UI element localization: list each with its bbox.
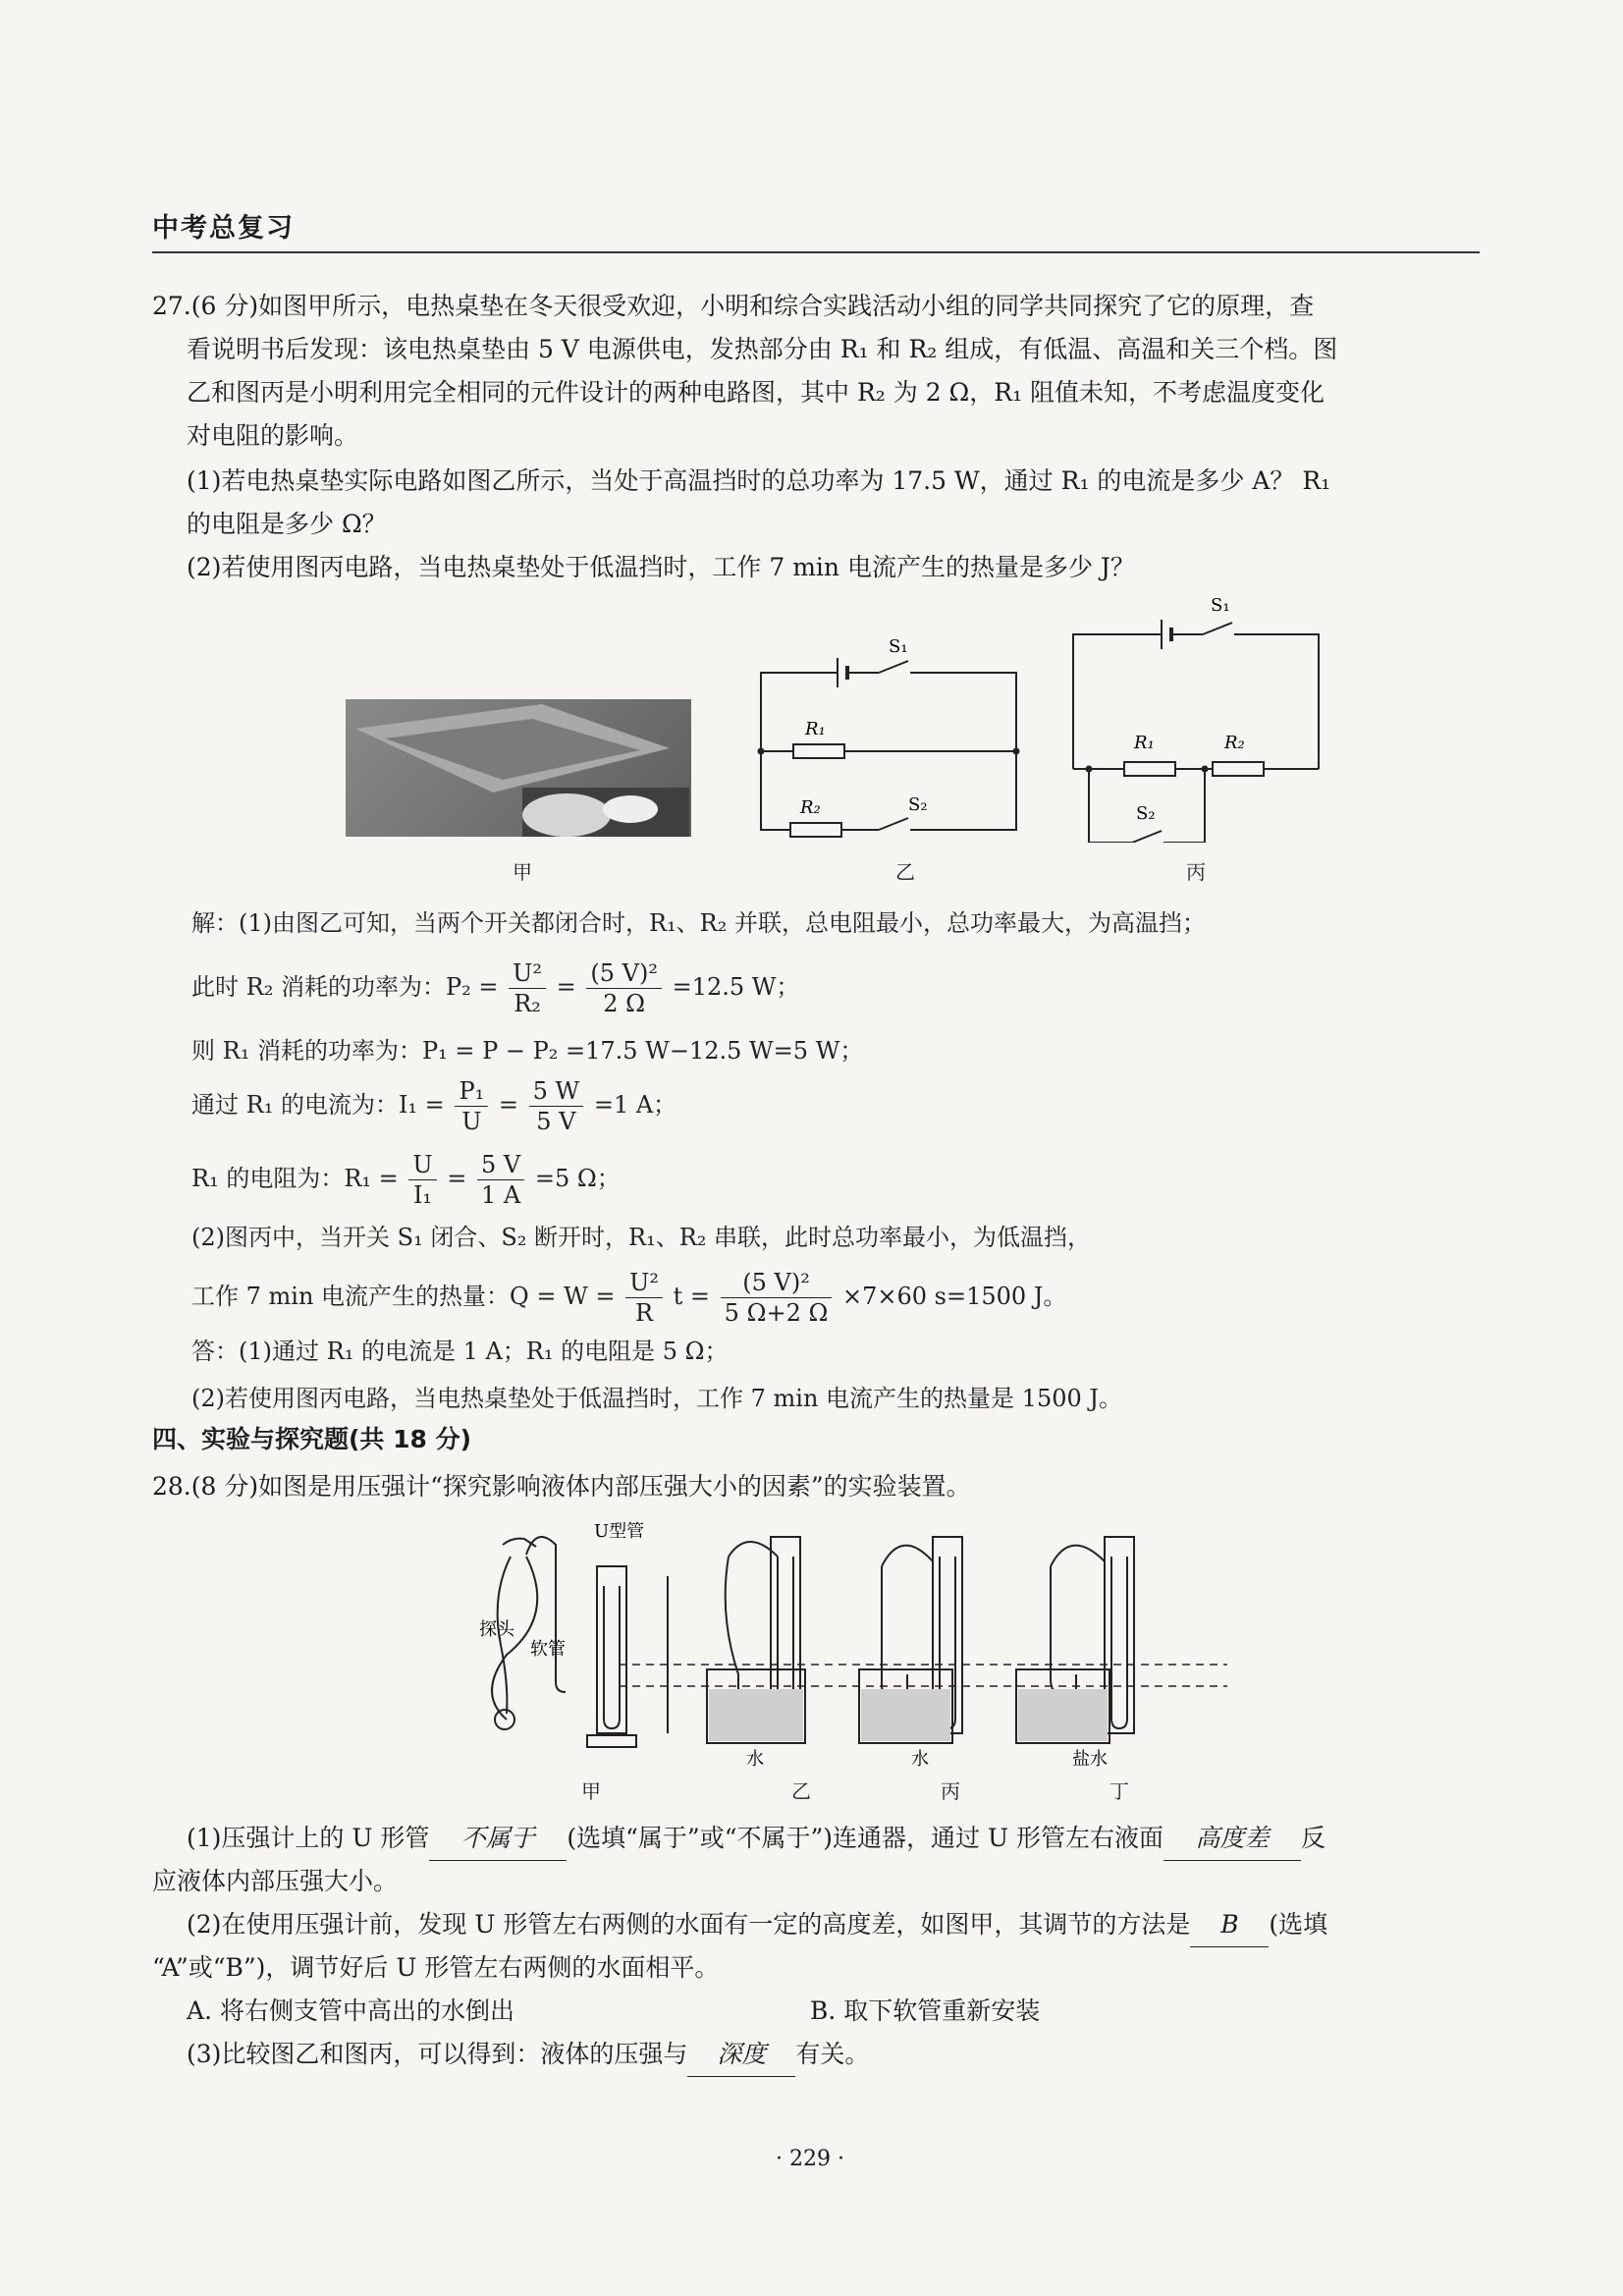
sol5-prefix: R₁ 的电阻为：R₁ = — [191, 1165, 399, 1192]
sol7-f1-num: U² — [625, 1268, 663, 1298]
q28-s1-post: 反 — [1301, 1824, 1326, 1852]
fig-caption-bing: 丙 — [1186, 860, 1206, 884]
solution-line-5 — [191, 1144, 621, 1213]
q27-stem-line-1: 27.(6 分)如图甲所示，电热桌垫在冬天很受欢迎，小明和综合实践活动小组的同学共同探究了它的原理，查 — [152, 292, 1315, 320]
fig28-caption-yi: 乙 — [791, 1779, 811, 1803]
label-water-1: 水 — [746, 1749, 764, 1770]
fig-caption-jia: 甲 — [513, 860, 532, 884]
solution-line-1: 解：(1)由图乙可知，当两个开关都闭合时，R₁、R₂ 并联，总电阻最小，总功率最大，为高温挡； — [191, 909, 1207, 937]
pressure-gauge-figure — [471, 1517, 1227, 1773]
sol7-fraction-1 — [625, 1268, 663, 1328]
q28-s3-post: 有关。 — [795, 2040, 870, 2068]
q28-sub3 — [187, 2033, 1483, 2077]
bing-r2-label: R₂ — [1224, 733, 1245, 753]
q28-sub2-line-1 — [187, 1903, 1483, 1947]
bing-s2-label: S₂ — [1136, 803, 1156, 824]
label-water-2: 水 — [911, 1749, 929, 1770]
yi-r1-label: R₁ — [805, 719, 826, 739]
label-salt-water: 盐水 — [1072, 1749, 1108, 1770]
sol5-fraction-1 — [408, 1150, 436, 1210]
sol5-post: =5 Ω； — [534, 1165, 621, 1192]
label-probe: 探头 — [479, 1619, 514, 1640]
sol4-f2-den: 5 V — [536, 1108, 576, 1135]
sol4-f1-den: U — [461, 1108, 482, 1135]
q28-s1-mid: (选填“属于”或“不属于”)连通器，通过 U 形管左右液面 — [567, 1824, 1163, 1852]
sol5-fraction-2 — [477, 1150, 524, 1210]
sol4-post: =1 A； — [593, 1091, 677, 1119]
sol2-f1-num: U² — [509, 958, 546, 989]
sol4-fraction-1 — [455, 1076, 488, 1136]
q28-sub1-line-1 — [187, 1817, 1483, 1861]
sol2-fraction-2 — [586, 958, 662, 1018]
fig28-caption-jia: 甲 — [581, 1779, 601, 1803]
sol7-fraction-2 — [721, 1268, 833, 1328]
q27-sub1-line-1: (1)若电热桌垫实际电路如图乙所示，当处于高温挡时的总功率为 17.5 W，通过 R₁ 的电流是多少 A？ R₁ — [187, 466, 1331, 495]
q28-s1-answer: 不属于 — [429, 1817, 567, 1861]
answer-line-2: (2)若使用图丙电路，当电热桌垫处于低温挡时，工作 7 min 电流产生的热量是 1500 J。 — [191, 1385, 1122, 1412]
circuit-yi — [751, 629, 1036, 849]
yi-s1-label: S₁ — [889, 636, 908, 657]
sol5-f1-den: I₁ — [412, 1181, 433, 1209]
sol2-f1-den: R₂ — [514, 990, 541, 1017]
q27-sub2: (2)若使用图丙电路，当电热桌垫处于低温挡时，工作 7 min 电流产生的热量是多少 J？ — [187, 553, 1135, 581]
bing-r1-label: R₁ — [1134, 733, 1155, 753]
q27-stem-line-4: 对电阻的影响。 — [187, 421, 359, 450]
q28-s2-answer: B — [1190, 1903, 1269, 1947]
q28-stem: 28.(8 分)如图是用压强计“探究影响液体内部压强大小的因素”的实验装置。 — [152, 1472, 971, 1501]
q27-stem-line-2: 看说明书后发现：该电热桌垫由 5 V 电源供电，发热部分由 R₁ 和 R₂ 组成，有低温、高温和关三个档。图 — [187, 335, 1338, 363]
q28-sub2-line-2: “A”或“B”)，调节好后 U 形管左右两侧的水面相平。 — [152, 1953, 720, 1982]
q27-sub1-line-2: 的电阻是多少 Ω？ — [187, 510, 387, 538]
sol4-f1-num: P₁ — [455, 1076, 488, 1107]
q28-s1-answer-2: 高度差 — [1163, 1817, 1301, 1861]
solution-line-7 — [191, 1262, 1066, 1331]
solution-line-4 — [191, 1070, 676, 1139]
label-hose: 软管 — [530, 1639, 566, 1660]
sol4-fraction-2 — [529, 1076, 584, 1136]
q28-option-a: A. 将右侧支管中高出的水倒出 — [187, 1996, 514, 2025]
sol7-post: ×7×60 s=1500 J。 — [842, 1283, 1067, 1310]
sol5-f1-num: U — [408, 1150, 436, 1180]
sol7-prefix: 工作 7 min 电流产生的热量：Q = W = — [191, 1283, 616, 1310]
sol2-mid: = — [556, 973, 576, 1001]
sol2-post: =12.5 W； — [672, 973, 800, 1001]
desk-pad-illustration — [346, 699, 691, 837]
bing-s1-label: S₁ — [1211, 595, 1230, 616]
q27-stem-line-3: 乙和图丙是小明利用完全相同的元件设计的两种电路图，其中 R₂ 为 2 Ω，R₁ 阻值未知，不考虑温度变化 — [187, 378, 1325, 407]
q28-option-b: B. 取下软管重新安装 — [810, 1996, 1041, 2025]
page-number: · 229 · — [776, 2147, 844, 2171]
sol2-f2-den: 2 Ω — [603, 990, 646, 1017]
q28-s2-post: (选填 — [1269, 1910, 1328, 1939]
label-u-tube: U型管 — [594, 1521, 645, 1542]
q28-sub1-line-2: 应液体内部压强大小。 — [152, 1867, 399, 1895]
sol4-prefix: 通过 R₁ 的电流为：I₁ = — [191, 1091, 445, 1119]
q28-s3-answer: 深度 — [687, 2033, 795, 2077]
yi-r2-label: R₂ — [800, 797, 821, 818]
q28-s2-pre: (2)在使用压强计前，发现 U 形管左右两侧的水面有一定的高度差，如图甲，其调节的方法是 — [187, 1910, 1191, 1939]
header-rule — [152, 251, 1480, 253]
sol2-f2-num: (5 V)² — [586, 958, 662, 989]
sol7-f1-den: R — [635, 1299, 654, 1327]
fig28-caption-ding: 丁 — [1109, 1779, 1129, 1803]
sol7-f2-den: 5 Ω+2 Ω — [724, 1299, 829, 1327]
desk-pad-photo — [346, 699, 691, 837]
sol4-eq: = — [498, 1091, 518, 1119]
sol5-f2-num: 5 V — [477, 1150, 524, 1180]
yi-s2-label: S₂ — [908, 794, 928, 815]
fig-caption-yi: 乙 — [895, 860, 915, 884]
q28-s1-pre: (1)压强计上的 U 形管 — [187, 1824, 430, 1852]
section-4-title: 四、实验与探究题(共 18 分) — [152, 1425, 472, 1453]
sol2-fraction-1 — [509, 958, 546, 1018]
solution-line-2 — [191, 953, 799, 1021]
fig28-caption-bing: 丙 — [941, 1779, 960, 1803]
sol7-t: t = — [673, 1283, 711, 1310]
sol5-f2-den: 1 A — [481, 1181, 521, 1209]
circuit-bing — [1065, 587, 1330, 843]
q28-s3-pre: (3)比较图乙和图丙，可以得到：液体的压强与 — [187, 2040, 688, 2068]
sol4-f2-num: 5 W — [529, 1076, 584, 1107]
answer-line-1: 答：(1)通过 R₁ 的电流是 1 A；R₁ 的电阻是 5 Ω； — [191, 1338, 729, 1365]
sol7-f2-num: (5 V)² — [721, 1268, 833, 1298]
page-header-title: 中考总复习 — [152, 213, 295, 244]
solution-line-6: (2)图丙中，当开关 S₁ 闭合、S₂ 断开时，R₁、R₂ 串联，此时总功率最小，为低温挡， — [191, 1224, 1092, 1251]
sol2-prefix: 此时 R₂ 消耗的功率为：P₂ = — [191, 973, 499, 1001]
sol5-eq: = — [447, 1165, 467, 1192]
solution-line-3: 则 R₁ 消耗的功率为：P₁ = P − P₂ =17.5 W−12.5 W=5 W； — [191, 1037, 864, 1065]
